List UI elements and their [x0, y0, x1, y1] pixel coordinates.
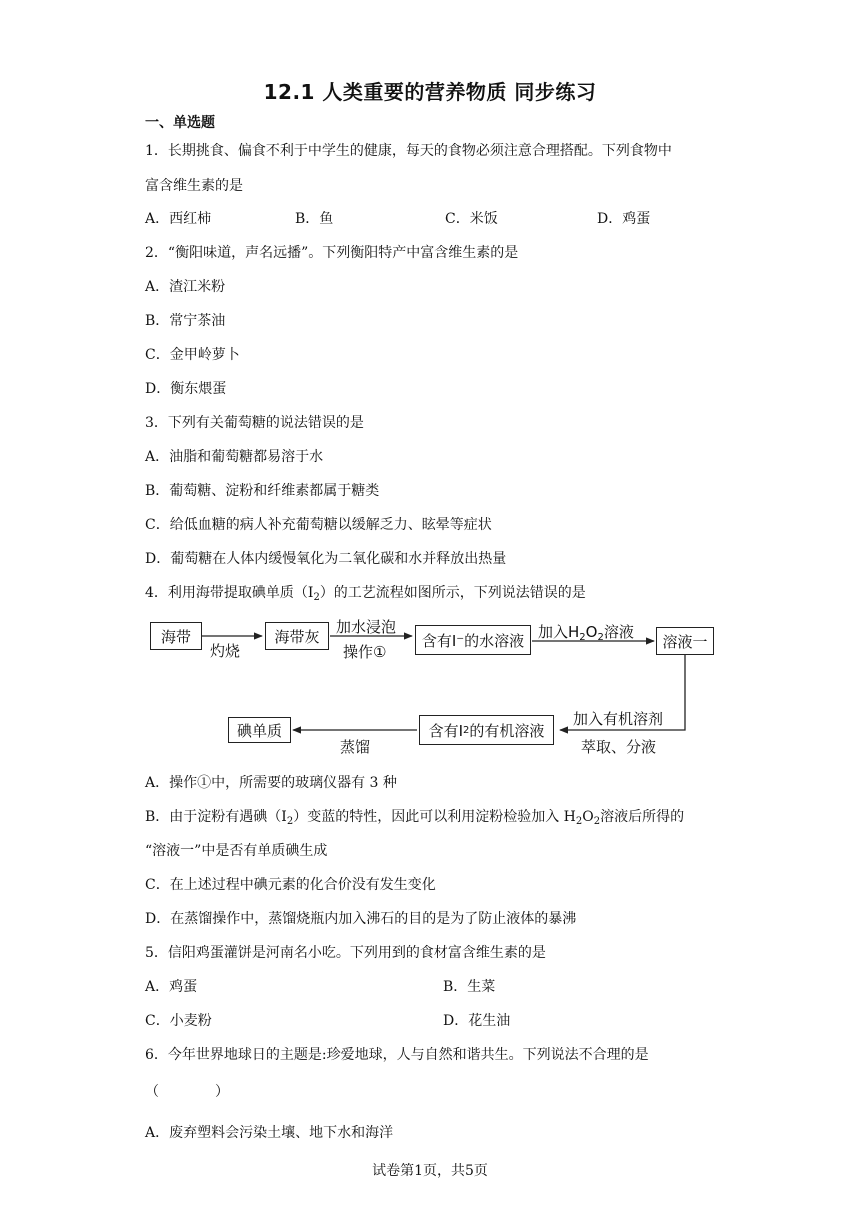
q1-option-c: C．米饭 — [445, 211, 498, 227]
q3-option-c: C．给低血糖的病人补充葡萄糖以缓解乏力、眩晕等症状 — [145, 517, 492, 533]
flow-box-iodide-solution: 含有I⁻的水溶液 — [415, 625, 531, 655]
flow-box-iodine: 碘单质 — [228, 717, 291, 743]
q1-stem-line-2: 富含维生素的是 — [145, 178, 243, 194]
q1-option-d: D．鸡蛋 — [597, 211, 651, 227]
flow-box-kelp-ash: 海带灰 — [265, 622, 329, 650]
q5-option-c: C．小麦粉 — [145, 1013, 212, 1029]
flow-box-organic-iodine: 含有I 2 的有机溶液 — [419, 715, 554, 745]
q4-option-b-line-2: “溶液一”中是否有单质碘生成 — [145, 843, 328, 859]
q3-stem: 3．下列有关葡萄糖的说法错误的是 — [145, 415, 364, 431]
flow-box-kelp: 海带 — [150, 622, 202, 650]
q4-option-d: D．在蒸馏操作中，蒸馏烧瓶内加入沸石的目的是为了防止液体的暴沸 — [145, 911, 577, 927]
q2-option-b: B．常宁茶油 — [145, 313, 226, 329]
q3-option-b: B．葡萄糖、淀粉和纤维素都属于糖类 — [145, 483, 380, 499]
flow-label-burn: 灼烧 — [210, 642, 241, 660]
q6-option-a: A．废弃塑料会污染土壤、地下水和海洋 — [145, 1125, 394, 1141]
q2-option-a: A．渣江米粉 — [145, 279, 226, 295]
q5-stem: 5．信阳鸡蛋灌饼是河南名小吃。下列用到的食材富含维生素的是 — [145, 945, 546, 961]
q1-stem-line-1: 1．长期挑食、偏食不利于中学生的健康，每天的食物必须注意合理搭配。下列食物中 — [145, 143, 672, 159]
flow-label-add-h2o2: 加入$H_2O_2$溶液 — [538, 623, 634, 643]
q3-option-d: D．葡萄糖在人体内缓慢氧化为二氧化碳和水并释放出热量 — [145, 551, 507, 567]
q2-stem: 2．“衡阳味道，声名远播”。下列衡阳特产中富含维生素的是 — [145, 245, 519, 261]
q6-stem: 6．今年世界地球日的主题是:珍爱地球，人与自然和谐共生。下列说法不合理的是 — [145, 1047, 649, 1063]
flow-label-operation-1: 操作① — [343, 643, 387, 661]
q6-answer-paren: （ ） — [145, 1084, 229, 1100]
q2-option-d: D．衡东煨蛋 — [145, 381, 227, 397]
flow-label-soak: 加水浸泡 — [336, 618, 397, 636]
q4-stem: 4．利用海带提取碘单质$(I_2)$的工艺流程如图所示，下列说法错误的是 — [145, 585, 586, 603]
q3-option-a: A．油脂和葡萄糖都易溶于水 — [145, 449, 324, 465]
flow-label-add-solvent: 加入有机溶剂 — [573, 710, 664, 728]
q5-option-a: A．鸡蛋 — [145, 979, 198, 995]
flow-label-distill: 蒸馏 — [340, 738, 371, 756]
page-footer: 试卷第1页，共5页 — [372, 1163, 488, 1179]
q2-option-c: C．金甲岭萝卜 — [145, 347, 240, 363]
q1-option-a: A．西红柿 — [145, 211, 212, 227]
q1-option-b: B．鱼 — [295, 211, 334, 227]
flow-box-solution-one: 溶液一 — [656, 627, 714, 655]
q5-option-b: B．生菜 — [443, 979, 496, 995]
page-title: 12.1 人类重要的营养物质 同步练习 — [263, 80, 597, 104]
q5-option-d: D．花生油 — [443, 1013, 511, 1029]
section-heading: 一、单选题 — [145, 115, 215, 131]
q4-option-c: C．在上述过程中碘元素的化合价没有发生变化 — [145, 877, 436, 893]
flow-label-extraction: 萃取、分液 — [581, 738, 657, 756]
q4-option-b-line-1: B．由于淀粉有遇碘$(I_2)$变蓝的特性，因此可以利用淀粉检验加入 $H_2O_2$溶液后所得的 — [145, 809, 685, 827]
q4-option-a: A．操作①中，所需要的玻璃仪器有 3 种 — [145, 775, 397, 791]
